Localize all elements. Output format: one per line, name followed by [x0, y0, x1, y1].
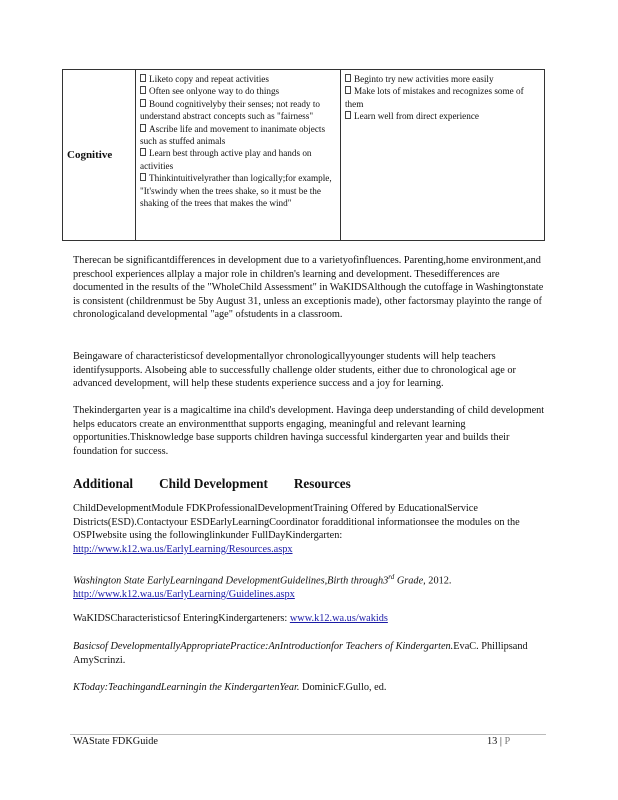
bullet-item: Learn best through active play and hands on activities — [140, 148, 312, 171]
guidelines-link[interactable]: http://www.k12.wa.us/EarlyLearning/Guidelines.aspx — [73, 589, 295, 601]
row-label: Cognitive — [63, 70, 136, 241]
wakids-link[interactable]: www.k12.wa.us/wakids — [289, 613, 388, 624]
checkbox-bullet-icon — [140, 99, 146, 107]
resource-item: KToday:TeachingandLearningin the KindergartenYear. DominicF.Gullo, ed. — [73, 682, 387, 693]
page-number: 13 | P — [487, 736, 511, 747]
resource-item: Washington State EarlyLearningand DevelopmentGuidelines,Birth through3rd Grade, 2012. http://www.k12.wa.us/EarlyLearning/Guidelines.aspx — [73, 573, 452, 601]
bullet-item: Learn well from direct experience — [345, 110, 540, 122]
footer-title: WAState FDKGuide — [73, 736, 158, 747]
checkbox-bullet-icon — [345, 86, 351, 94]
paragraph: Thekindergarten year is a magicaltime ina child's development. Havinga deep understanding of child development helps educators create an environmentthat supports engaging, meaningful and relevant learning opportunities.Thisknowledge base supports children havinga successful kindergarten year and builds their foundation for success. — [73, 405, 545, 457]
paragraph: Beingaware of characteristicsof developmentallyor chronologicallyyounger students will help teachers identifysupports. Alsobeing able to successfully challenge older students, either due to chronological age or advanced development, will help these students experience success and a joy for learning. — [73, 351, 516, 390]
characteristics-table — [62, 69, 545, 241]
resource-item: WaKIDSCharacteristicsof EnteringKindergarteners: www.k12.wa.us/wakids — [73, 613, 388, 624]
resource-item: ChildDevelopmentModule FDKProfessionalDevelopmentTraining Offered by EducationalService Districts(ESD).Contactyour ESDEarlyLearningCoordinator foradditional informationsee the modules on the OSPIwebsite using the followinglinkunder FullDayKindergarten: http://www.k12.wa.us/EarlyLearning/Resources.aspx — [73, 503, 520, 555]
bullet-item: Bound cognitivelyby their senses; not ready to understand abstract concepts such as "fairness" — [140, 98, 320, 122]
bullet-item: Thinkintuitivelyrather than logically;for example, "It'swindy when the trees shake, so it must be the shaking of the trees that makes the wind" — [140, 173, 332, 209]
checkbox-bullet-icon — [345, 111, 351, 119]
checkbox-bullet-icon — [140, 74, 146, 82]
bullet-item: Make lots of mistakes and recognizes some of them — [345, 86, 524, 109]
checkbox-bullet-icon — [345, 74, 351, 82]
checkbox-bullet-icon — [140, 124, 146, 132]
bullet-item: Often see onlyone way to do things — [140, 85, 336, 97]
cognitive-older-column — [341, 70, 545, 241]
cognitive-younger-column — [136, 70, 341, 241]
bullet-item: Liketo copy and repeat activities — [140, 73, 336, 85]
bullet-item: Ascribe life and movement to inanimate objects such as stuffed animals — [140, 123, 326, 147]
bullet-item: Beginto try new activities more easily — [345, 73, 540, 85]
section-heading: Additional Child Development Resources — [73, 476, 351, 491]
checkbox-bullet-icon — [140, 86, 146, 94]
checkbox-bullet-icon — [140, 173, 146, 181]
resources-link[interactable]: http://www.k12.wa.us/EarlyLearning/Resources.aspx — [73, 543, 293, 555]
checkbox-bullet-icon — [140, 148, 146, 156]
resource-item: Basicsof DevelopmentallyAppropriatePractice:AnIntroductionfor Teachers of Kindergarten.EvaC. Phillipsand AmyScrinzi. — [73, 641, 528, 666]
footer-divider — [70, 734, 546, 735]
paragraph: Therecan be significantdifferences in development due to a varietyofinfluences. Parenting,home environment,and preschool experiences allplay a major role in children's learning and development. Thesedifferences are documented in the results of the "WholeChild Assessment" in WaKIDSAlthough the cutoffage in Washingtonstate is consistent (childrenmust be 5by August 31, unless an exceptionis made), other factorsmay playinto the range of chronologicaland developmental "age" ofstudents in a classroom. — [73, 255, 544, 321]
